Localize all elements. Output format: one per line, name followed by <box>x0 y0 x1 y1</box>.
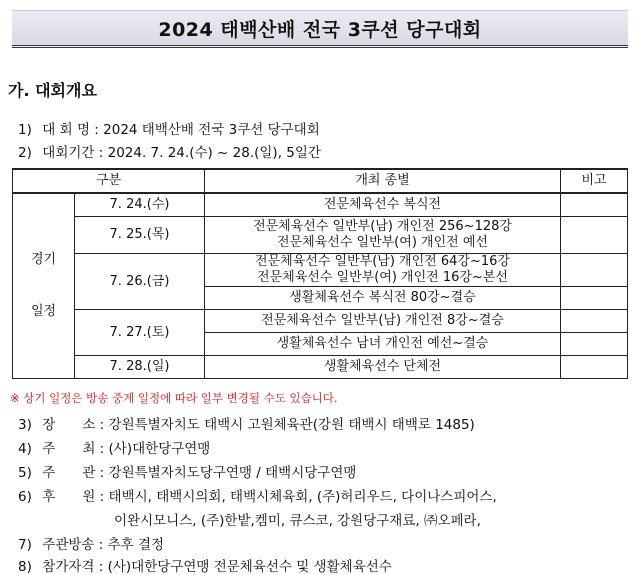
item-number: 8) <box>18 559 32 575</box>
header-remarks: 비고 <box>561 169 628 193</box>
item-value: 2024. 7. 24.(수) ~ 28.(일), 5일간 <box>107 145 321 161</box>
group-label-line-1: 경기 <box>30 252 57 267</box>
event-line: 생활체육선수 복식전 80강~결승 <box>289 290 476 305</box>
item-value: 태백시, 태백시의회, 태백시체육회, (주)허리우드, 다이나스피어스, <box>108 489 497 505</box>
item-number: 4) <box>18 441 32 457</box>
schedule-remark <box>561 193 628 217</box>
item-value: (사)대한당구연맹 전문체육선수 및 생활체육선수 <box>107 559 392 575</box>
event-line: 전문체육선수 일반부(여) 개인전 16강~본선 <box>257 270 508 285</box>
item-value: 강원특별자치도 태백시 고원체육관(강원 태백시 태백로 1485) <box>108 417 475 433</box>
item-number: 2) <box>18 145 32 161</box>
info-sponsors-continued <box>114 509 481 529</box>
item-label: 참가자격 <box>42 559 95 575</box>
event-line: 전문체육선수 일반부(남) 개인전 256~128강 <box>253 219 512 234</box>
info-host: 4) 주 최 : (사)대한당구연맹 <box>18 441 211 457</box>
schedule-event <box>205 310 561 333</box>
event-line: 전문체육선수 일반부(여) 개인전 예선 <box>277 235 488 250</box>
item-label: 주 최 <box>42 441 96 457</box>
schedule-date: 7. 25.(목) <box>75 217 205 254</box>
schedule-notice: ※ 상기 일정은 방송 중계 일정에 따라 일부 변경될 수도 있습니다. <box>10 391 338 405</box>
document-title-bar <box>12 10 628 48</box>
schedule-remark <box>561 356 628 379</box>
event-line: 생활체육선수 단체전 <box>323 359 442 374</box>
schedule-event <box>205 287 561 310</box>
info-venue: 3) 장 소 : 강원특별자치도 태백시 고원체육관(강원 태백시 태백로 1485) <box>18 417 475 433</box>
schedule-table <box>12 168 628 379</box>
item-label: 후 원 <box>42 489 96 505</box>
item-number: 7) <box>18 537 32 553</box>
item-number: 1) <box>18 122 32 138</box>
schedule-group-label <box>13 193 75 379</box>
info-event-period: 2) 대회기간 : 2024. 7. 24.(수) ~ 28.(일), 5일간 <box>18 145 321 161</box>
section-heading: 가. 대회개요 <box>8 81 97 100</box>
schedule-event <box>205 254 561 287</box>
schedule-remark <box>561 254 628 287</box>
item-value: 이완시모니스, (주)한밭,켐미, 큐스코, 강원당구재료, ㈜오페라, <box>114 513 481 529</box>
item-label: 주 관 <box>42 465 96 481</box>
schedule-date: 7. 28.(일) <box>75 356 205 379</box>
schedule-remark <box>561 333 628 356</box>
schedule-remark <box>561 310 628 333</box>
item-number: 6) <box>18 489 32 505</box>
item-value: 2024 태백산배 전국 3쿠션 당구대회 <box>103 122 320 138</box>
schedule-date: 7. 27.(토) <box>75 310 205 356</box>
info-eligibility: 8) 참가자격 : (사)대한당구연맹 전문체육선수 및 생활체육선수 <box>18 559 392 575</box>
schedule-date: 7. 26.(금) <box>75 254 205 310</box>
schedule-event <box>205 356 561 379</box>
event-line: 전문체육선수 일반부(남) 개인전 64강~16강 <box>255 254 510 269</box>
item-number: 3) <box>18 417 32 433</box>
item-label: 대회기간 <box>42 145 95 161</box>
header-category: 구분 <box>13 169 205 193</box>
info-broadcast: 7) 주관방송 : 추후 결정 <box>18 537 165 553</box>
item-label: 장 소 <box>42 417 96 433</box>
item-number: 5) <box>18 465 32 481</box>
item-value: 추후 결정 <box>107 537 165 553</box>
info-sponsors: 6) 후 원 : 태백시, 태백시의회, 태백시체육회, (주)허리우드, 다이나스피어스, <box>18 489 497 505</box>
item-label: 대 회 명 <box>42 122 91 138</box>
schedule-remark <box>561 287 628 310</box>
item-value: 강원특별자치도당구연맹 / 태백시당구연맹 <box>108 465 357 481</box>
schedule-event <box>205 217 561 254</box>
schedule-event <box>205 333 561 356</box>
schedule-remark <box>561 217 628 254</box>
schedule-date: 7. 24.(수) <box>75 193 205 217</box>
info-event-name: 1) 대 회 명 : 2024 태백산배 전국 3쿠션 당구대회 <box>18 122 320 138</box>
event-line: 전문체육선수 일반부(남) 개인전 8강~결승 <box>261 313 504 328</box>
event-line: 전문체육선수 복식전 <box>323 197 442 212</box>
info-organizer: 5) 주 관 : 강원특별자치도당구연맹 / 태백시당구연맹 <box>18 465 357 481</box>
item-label: 주관방송 <box>42 537 95 553</box>
group-label-line-2: 일정 <box>30 304 57 319</box>
document-title: 2024 태백산배 전국 3쿠션 당구대회 <box>158 18 482 41</box>
header-events: 개최 종별 <box>205 169 561 193</box>
event-line: 생활체육선수 남녀 개인전 예선~결승 <box>276 336 489 351</box>
item-value: (사)대한당구연맹 <box>108 441 211 457</box>
schedule-event <box>205 193 561 217</box>
